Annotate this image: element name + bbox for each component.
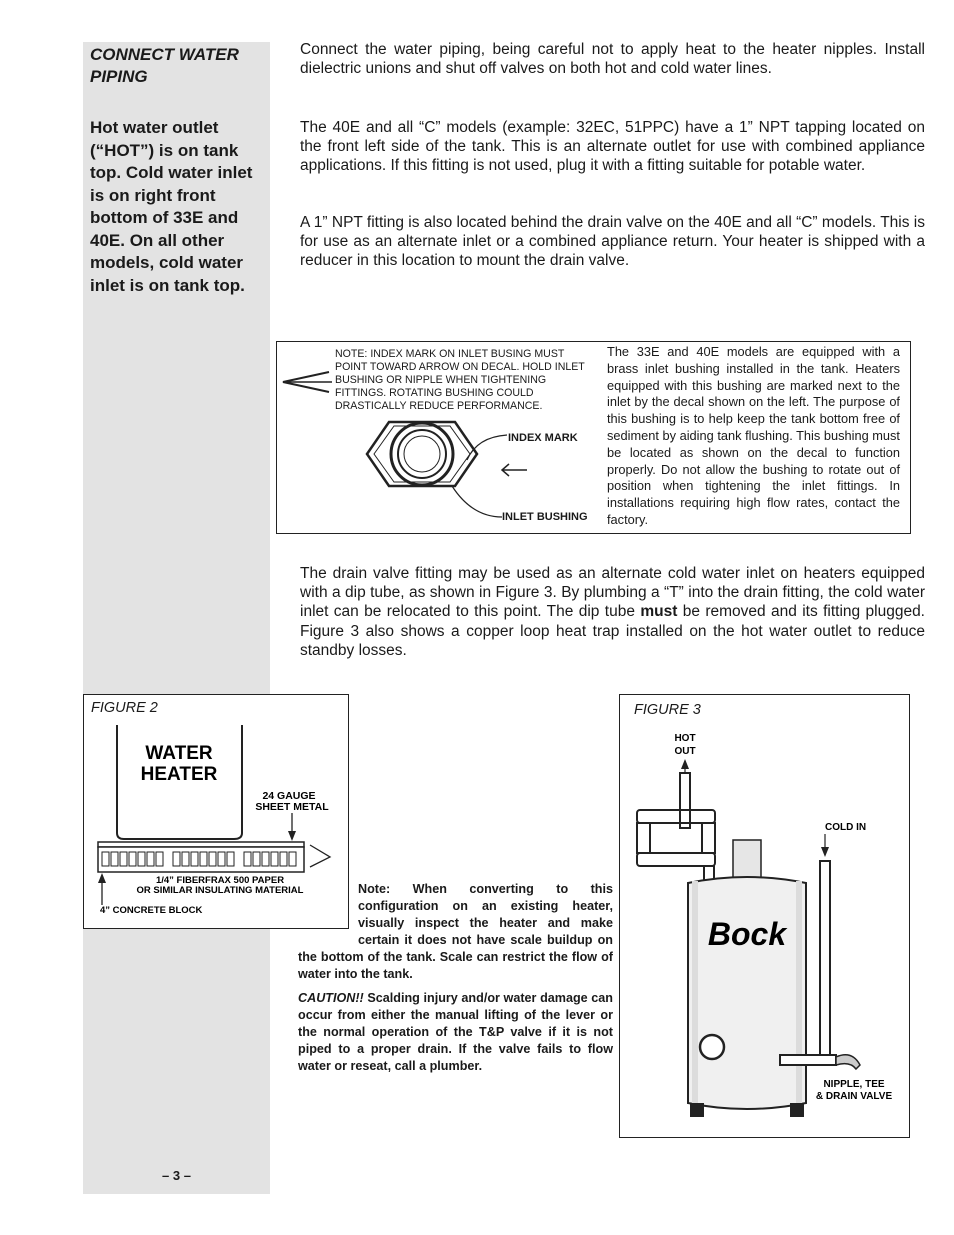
inlet-bushing-label: INLET BUSHING xyxy=(502,511,588,523)
fig2-block-label: 4” CONCRETE BLOCK xyxy=(100,905,203,916)
fig2-paper-line1: 1/4” FIBERFRAX 500 PAPER xyxy=(155,875,285,886)
bushing-decal-note: NOTE: INDEX MARK ON INLET BUSING MUST POINT TOWARD ARROW ON DECAL. HOLD INLET BUSHING OR NIPPLE WHEN TIGHTENING FITTINGS. ROTATING BUSHING COULD DRASTICALLY REDUCE PERFORMANCE. xyxy=(335,348,585,412)
page-number: – 3 – xyxy=(162,1168,191,1183)
fig2-heater-line1: WATER xyxy=(145,743,213,764)
fig2-paper-line2: OR SIMILAR INSULATING MATERIAL xyxy=(136,885,304,896)
conversion-note: Note: When converting to this configuration on an existing heater, visually inspect the heater and make certain it does not have scale buildup on the bottom of the tank. Scale can restrict the flow of water into the tank. xyxy=(298,882,613,981)
fig3-valve-line1: NIPPLE, TEE xyxy=(823,1079,885,1090)
fig2-heater-line2: HEATER xyxy=(140,764,218,785)
paragraph-40e-tapping: The 40E and all “C” models (example: 32EC, 51PPC) have a 1” NPT tapping located on the front left side of the tank. This is an alternate outlet for use with combined appliance applications. If this fitting is not used, plug it with a fitting suitable for potable water. xyxy=(300,119,925,175)
sidebar-note: Hot water outlet (“HOT”) is on tank top. Cold water inlet is on right front bottom of 33E and 40E. On all other models, cold water inlet is on tank top. xyxy=(90,118,253,295)
fig2-gauge-line2: SHEET METAL xyxy=(255,801,329,813)
paragraph-drain-valve: The drain valve fitting may be used as an alternate cold water inlet on heaters equipped with a dip tube, as shown in Figure 3. By plumbing a “T” into the drain fitting, the cold water inlet can be relocated to this point. The dip tube must be removed and its fitting plugged. Figure 3 also shows a copper loop heat trap installed on the hot water outlet to reduce standby losses. xyxy=(300,565,925,659)
paragraph-npt-fitting: A 1” NPT fitting is also located behind the drain valve on the 40E and all “C” models. This is for use as an alternate inlet or a combined appliance return. Your heater is shipped with a reducer in this location to mount the drain valve. xyxy=(300,214,925,270)
figure-3-diagram xyxy=(620,695,909,1137)
index-mark-label: INDEX MARK xyxy=(508,432,578,444)
figure-3-label: FIGURE 3 xyxy=(634,702,701,718)
figure-2-label: FIGURE 2 xyxy=(91,700,158,716)
fig3-hot-line1: HOT xyxy=(674,733,696,744)
caution-note: CAUTION!! Scalding injury and/or water damage can occur from either the manual lifting of the lever or the normal operation of the T&P valve if it is not piped to a proper drain. If the valve fails to flow water or reseat, call a plumber. xyxy=(298,991,613,1073)
fig3-hot-line2: OUT xyxy=(674,746,696,757)
fig3-valve-line2: & DRAIN VALVE xyxy=(815,1091,893,1102)
fig3-cold-label: COLD IN xyxy=(825,822,867,833)
fig3-brand-logo: Bock xyxy=(707,916,787,952)
section-heading: CONNECT WATER PIPING xyxy=(90,45,239,86)
paragraph-connect: Connect the water piping, being careful not to apply heat to the heater nipples. Install dielectric unions and shut off valves on both hot and cold water lines. xyxy=(300,41,925,78)
fig2-gauge-line1: 24 GAUGE xyxy=(262,790,316,802)
bushing-description: The 33E and 40E models are equipped with a brass inlet bushing installed in the tank. Heaters equipped with this bushing are marked next to the inlet by the decal shown on the left. The purpose of this bushing is to help keep the tank bottom free of sediment by aiding tank flushing. This bushing must be located as shown on the decal to function properly. Do not allow the bushing to rotate out of position when tightening the inlet fittings. In installations requiring high flow rates, contact the factory. xyxy=(607,344,900,527)
